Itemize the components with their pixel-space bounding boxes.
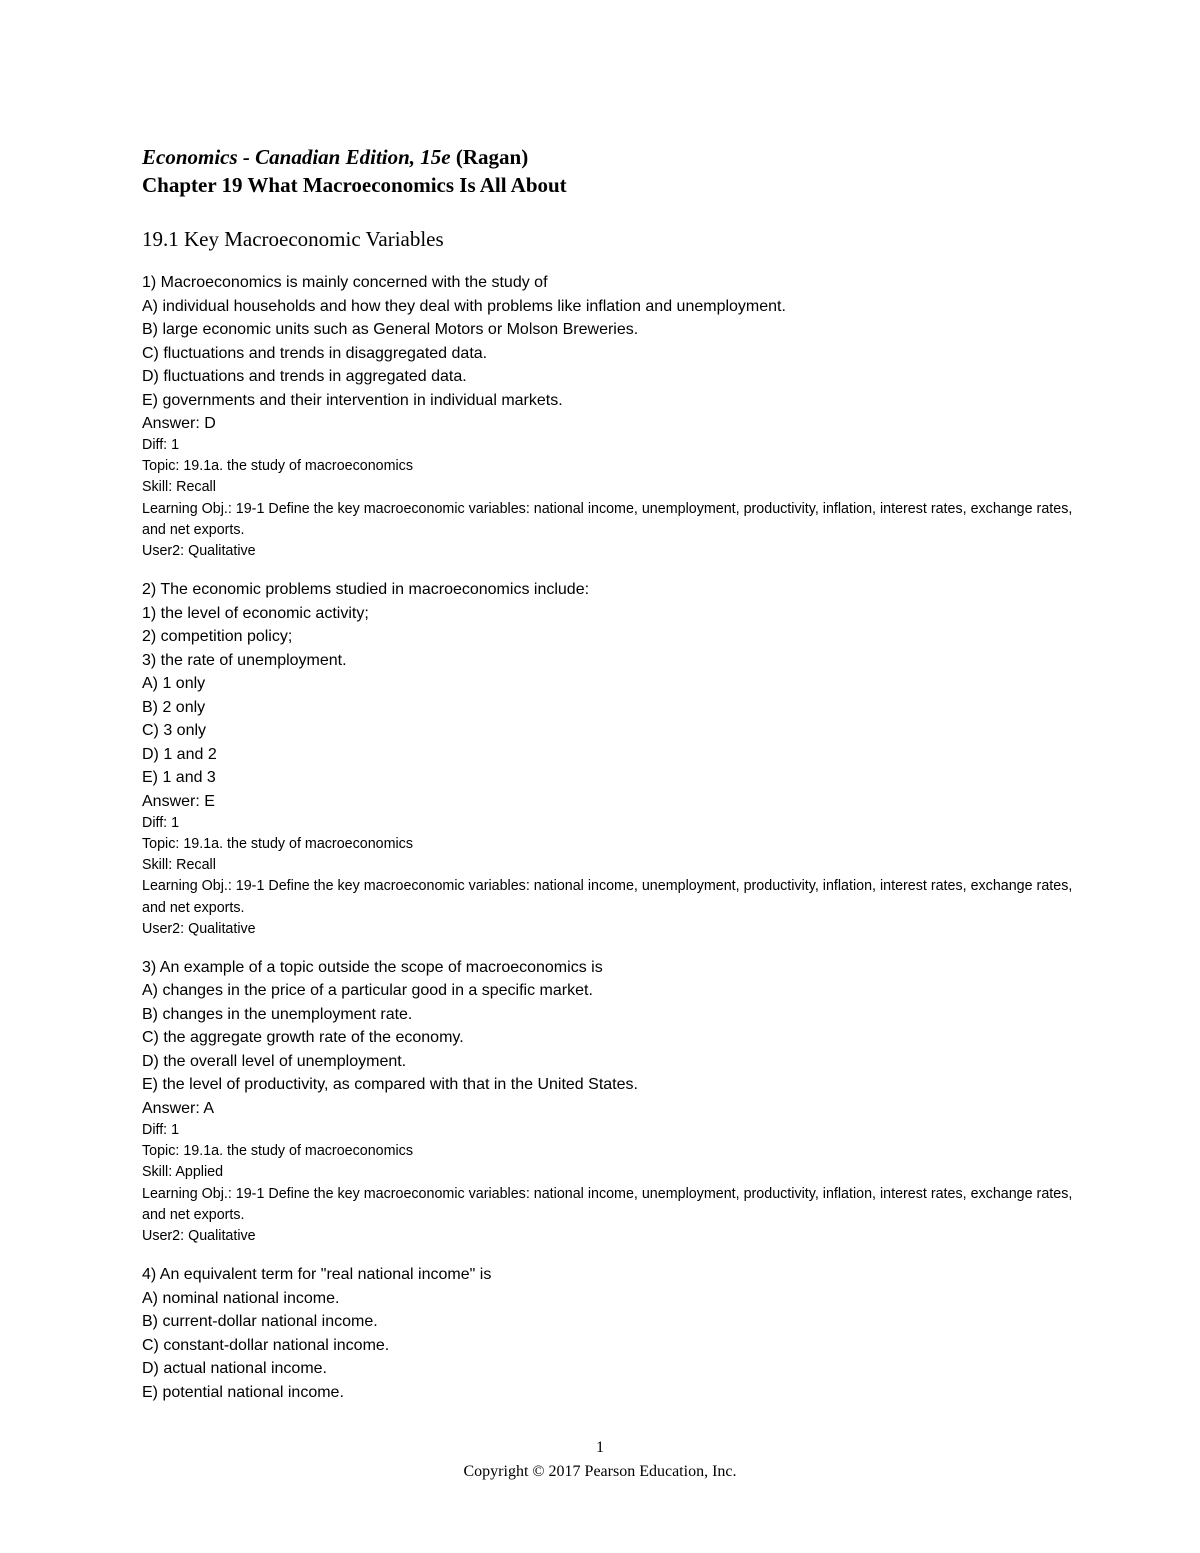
answer-option: E) 1 and 3 [142, 769, 216, 787]
answer-option: C) the aggregate growth rate of the economy. [142, 1029, 464, 1047]
answer-option: A) individual households and how they deal with problems like inflation and unemployment. [142, 297, 786, 315]
answer-option: E) potential national income. [142, 1383, 344, 1401]
question-stem: 4) An equivalent term for "real national income" is [142, 1266, 492, 1284]
book-title [142, 143, 1082, 171]
question-1 [142, 271, 1082, 562]
learning-objective: Learning Obj.: 19-1 Define the key macroeconomic variables: national income, unemployment, productivity, inflation, interest rates, exchange rates, and net exports. [142, 1185, 1073, 1223]
skill: Skill: Recall [142, 857, 216, 874]
topic: Topic: 19.1a. the study of macroeconomics [142, 835, 413, 852]
answer-option: D) actual national income. [142, 1360, 327, 1378]
answer-option: E) the level of productivity, as compared with that in the United States. [142, 1076, 638, 1094]
answer-option: A) 1 only [142, 675, 206, 693]
learning-objective: Learning Obj.: 19-1 Define the key macroeconomic variables: national income, unemployment, productivity, inflation, interest rates, exchange rates, and net exports. [142, 878, 1073, 916]
answer-option: C) fluctuations and trends in disaggregated data. [142, 344, 488, 362]
answer-option: C) constant-dollar national income. [142, 1336, 390, 1354]
question-stem: 1) Macroeconomics is mainly concerned with the study of [142, 274, 548, 291]
answer-option: A) changes in the price of a particular good in a specific market. [142, 982, 593, 1000]
answer-option: D) the overall level of unemployment. [142, 1052, 407, 1070]
user2: User2: Qualitative [142, 543, 256, 560]
topic: Topic: 19.1a. the study of macroeconomics [142, 1143, 413, 1160]
question-stem: 3) An example of a topic outside the scope of macroeconomics is [142, 958, 603, 976]
answer-option: B) changes in the unemployment rate. [142, 1005, 413, 1023]
topic: Topic: 19.1a. the study of macroeconomics [142, 458, 413, 475]
answer-key: Answer: E [142, 792, 215, 810]
difficulty: Diff: 1 [142, 1121, 180, 1138]
page-number: 1 [596, 1439, 604, 1456]
answer-option: B) large economic units such as General Motors or Molson Breweries. [142, 321, 639, 338]
question-2 [142, 578, 1082, 940]
answer-option: B) 2 only [142, 698, 206, 716]
question-4 [142, 1263, 1082, 1404]
answer-option: B) current-dollar national income. [142, 1313, 378, 1331]
answer-option: C) 3 only [142, 722, 207, 740]
difficulty: Diff: 1 [142, 437, 180, 453]
question-item: 2) competition policy; [142, 628, 293, 646]
user2: User2: Qualitative [142, 920, 256, 937]
answer-option: D) fluctuations and trends in aggregated data. [142, 368, 467, 385]
answer-option: A) nominal national income. [142, 1289, 340, 1307]
learning-objective: Learning Obj.: 19-1 Define the key macroeconomic variables: national income, unemployment, productivity, inflation, interest rates, exchange rates, and net exports. [142, 500, 1073, 538]
copyright-notice: Copyright © 2017 Pearson Education, Inc. [463, 1463, 737, 1480]
book-author: (Ragan) [450, 145, 529, 169]
book-title-italic: Economics - Canadian Edition, 15e [142, 145, 451, 169]
difficulty: Diff: 1 [142, 814, 180, 831]
answer-option: E) governments and their intervention in individual markets. [142, 391, 563, 409]
question-stem: 2) The economic problems studied in macroeconomics include: [142, 581, 590, 599]
question-item: 3) the rate of unemployment. [142, 651, 347, 669]
document-page [142, 143, 1082, 1420]
question-item: 1) the level of economic activity; [142, 604, 369, 622]
answer-key: Answer: D [142, 415, 216, 432]
answer-key: Answer: A [142, 1099, 215, 1117]
question-3 [142, 956, 1082, 1247]
skill: Skill: Applied [142, 1164, 224, 1181]
section-title: 19.1 Key Macroeconomic Variables [142, 227, 444, 251]
answer-option: D) 1 and 2 [142, 745, 217, 763]
skill: Skill: Recall [142, 479, 216, 496]
user2: User2: Qualitative [142, 1227, 256, 1244]
chapter-title: Chapter 19 What Macroeconomics Is All About [142, 173, 567, 197]
